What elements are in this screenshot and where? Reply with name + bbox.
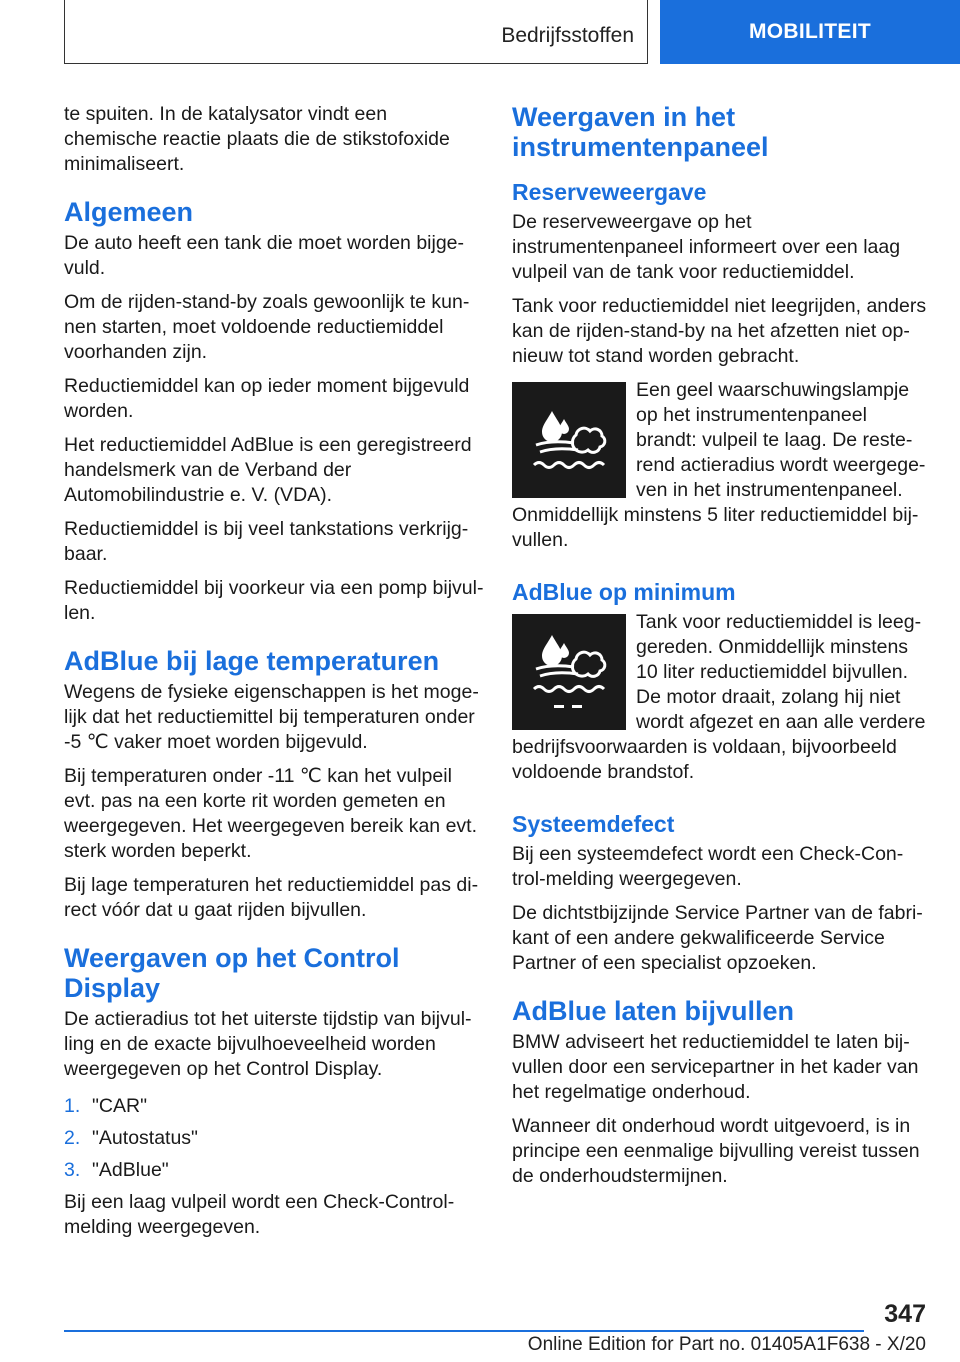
list-text: "Autostatus" <box>92 1127 198 1149</box>
paragraph: Bij een laag vulpeil wordt een Check-Control-melding weergegeven. <box>64 1191 455 1238</box>
paragraph: Tank voor reductiemiddel niet leegrijden, anders kan de rijden-stand-by na het afzetten niet opnieuw tot stand worden gebracht. <box>512 295 927 367</box>
heading-lage-temperaturen: AdBlue bij lage temperaturen <box>64 646 440 676</box>
list-item <box>64 1158 484 1183</box>
heading-instrumentenpaneel: Weergaven in het instrumentenpaneel <box>512 102 769 162</box>
footer-edition: Online Edition for Part no. 01405A1F638 - X/20 <box>527 1334 926 1355</box>
paragraph: Een geel waarschuwingslampje op het instrumentenpaneel brandt: vulpeil te laag. De resterend actieradius wordt weergegeven in het instrumentenpaneel. Onmiddellijk minstens 5 liter reductiemiddel bijvullen. <box>512 379 926 551</box>
list-text: "CAR" <box>92 1095 148 1117</box>
footer-divider <box>64 1330 864 1332</box>
paragraph: Om de rijden-stand-by zoals gewoonlijk te kunnen starten, moet voldoende reductiemiddel voorhanden zijn. <box>64 291 470 363</box>
paragraph: BMW adviseert het reductiemiddel te laten bijvullen door een servicepartner in het kader van het regelmatige onderhoud. <box>512 1031 919 1103</box>
page-number: 347 <box>884 1300 926 1328</box>
chapter-tab[interactable]: MOBILITEIT <box>660 0 960 64</box>
left-column <box>64 102 484 1249</box>
paragraph: Het reductiemiddel AdBlue is een geregistreerd handelsmerk van de Verband der Automobilindustrie e. V. (VDA). <box>64 434 472 506</box>
adblue-warning-icon <box>512 382 626 498</box>
reserve-warning-block <box>512 378 928 562</box>
paragraph: Reductiemiddel bij voorkeur via een pomp bijvullen. <box>64 577 484 624</box>
paragraph: De reserveweergave op het instrumentenpaneel informeert over een laag vulpeil van de tank voor reductiemiddel. <box>512 211 901 283</box>
list-text: "AdBlue" <box>92 1159 169 1181</box>
paragraph: De actieradius tot het uiterste tijdstip van bijvulling en de exacte bijvulhoeveelheid worden weergegeven op het Control Display. <box>64 1008 472 1080</box>
list-item <box>64 1126 484 1151</box>
paragraph: Bij lage temperaturen het reductiemiddel pas direct vóór dat u gaat rijden bijvullen. <box>64 874 479 921</box>
paragraph: Tank voor reductiemiddel is leeggereden. Onmiddellijk minstens 10 liter reductiemiddel bijvullen. De motor draait, zolang hij niet wordt afgezet en aan alle verdere bedrijfsvoorwaarden is voldaan, bijvoorbeeld voldoende brandstof. <box>512 611 926 783</box>
heading-algemeen: Algemeen <box>64 197 194 227</box>
paragraph: Bij een systeemdefect wordt een Check-Control-melding weergegeven. <box>512 843 904 890</box>
list-number: 1. <box>64 1095 81 1117</box>
list-item <box>64 1094 484 1119</box>
list-number: 3. <box>64 1159 81 1181</box>
section-title: Bedrijfsstoffen <box>501 24 634 47</box>
paragraph: Wegens de fysieke eigenschappen is het mogelijk dat het reductiemittel bij temperaturen onder -5 ℃ vaker moet worden bijgevuld. <box>64 681 479 753</box>
paragraph: De dichtstbijzijnde Service Partner van de fabrikant of een andere gekwalificeerde Service Partner of een specialist opzoeken. <box>512 902 923 974</box>
paragraph: Reductiemiddel is bij veel tankstations verkrijgbaar. <box>64 518 469 565</box>
adblue-empty-icon <box>512 614 626 730</box>
minimum-warning-block <box>512 610 928 794</box>
paragraph: Reductiemiddel kan op ieder moment bijgevuld worden. <box>64 375 470 422</box>
heading-reserveweergave: Reserveweergave <box>512 179 707 205</box>
paragraph: Bij temperaturen onder -11 ℃ kan het vulpeil evt. pas na een korte rit worden gemeten en weergegeven. Het weergegeven bereik kan evt. sterk worden beperkt. <box>64 765 478 862</box>
heading-control-display: Weergaven op het Control Display <box>64 943 400 1003</box>
paragraph: De auto heeft een tank die moet worden bijgevuld. <box>64 232 465 279</box>
heading-adblue-laten-bijvullen: AdBlue laten bijvullen <box>512 996 795 1026</box>
list-number: 2. <box>64 1127 81 1149</box>
steps-list <box>64 1094 484 1183</box>
heading-systeemdefect: Systeemdefect <box>512 811 675 837</box>
intro-paragraph: te spuiten. In de katalysator vindt een chemische reactie plaats die de stikstofoxide minimaliseert. <box>64 103 450 175</box>
heading-adblue-minimum: AdBlue op minimum <box>512 579 736 605</box>
paragraph: Wanneer dit onderhoud wordt uitgevoerd, is in principe een eenmalige bijvulling vereist tussen de onderhoudstermijnen. <box>512 1115 920 1187</box>
right-column <box>512 102 928 1198</box>
